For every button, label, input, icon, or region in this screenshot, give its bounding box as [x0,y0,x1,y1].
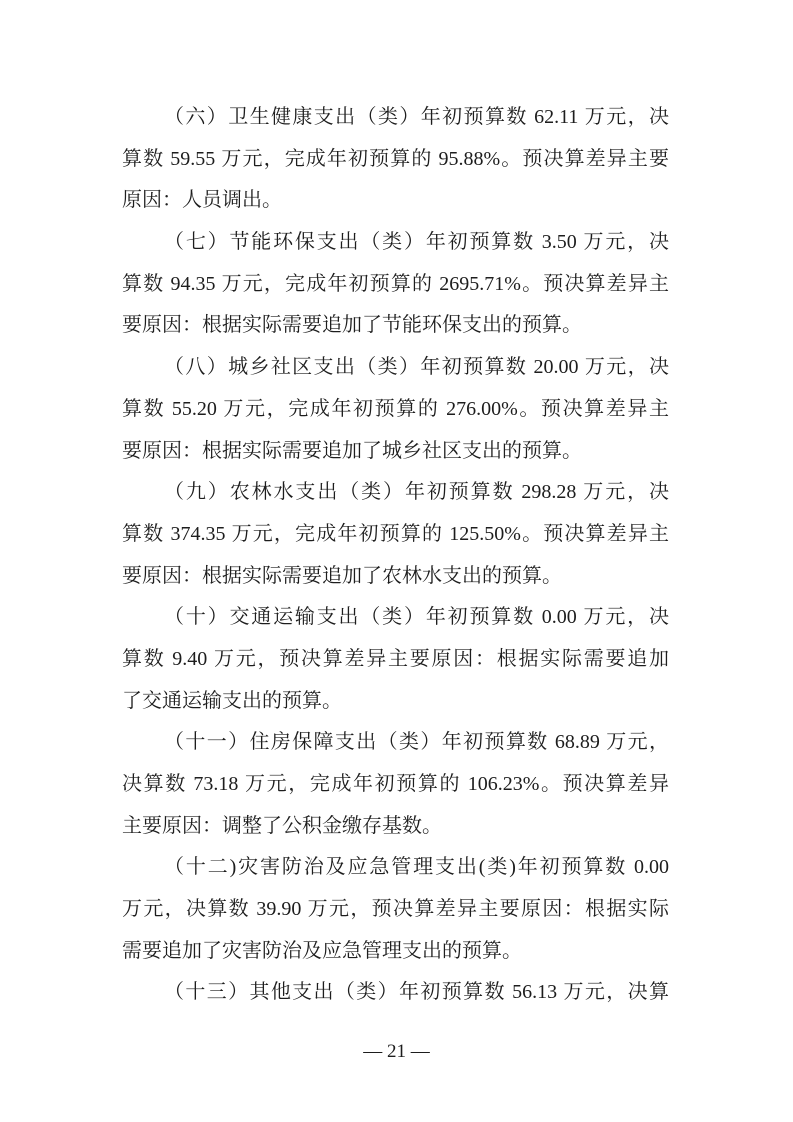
paragraph-housing-security-expenditure [122,722,669,847]
paragraph-other-expenditure [122,972,669,1014]
text-line: 算数 9.40 万元，预决算差异主要原因：根据实际需要追加 [122,647,669,670]
paragraph-disaster-prevention-expenditure [122,847,669,972]
text-line: （八）城乡社区支出（类）年初预算数 20.00 万元，决 [164,356,669,379]
text-line: 万元，决算数 39.90 万元，预决算差异主要原因：根据实际 [122,898,669,921]
text-line: 算数 59.55 万元，完成年初预算的 95.88%。预决算差异主要 [122,147,669,170]
body-text [122,97,669,1014]
text-line: 需要追加了灾害防治及应急管理支出的预算。 [122,939,522,962]
text-line: （十三）其他支出（类）年初预算数 56.13 万元，决算 [164,981,669,1004]
paragraph-energy-conservation-expenditure [122,222,669,347]
text-line: 算数 94.35 万元，完成年初预算的 2695.71%。预决算差异主 [122,272,669,295]
paragraph-agriculture-forestry-water-expenditure [122,472,669,597]
text-line: （十一）住房保障支出（类）年初预算数 68.89 万元， [164,731,669,754]
text-line: 主要原因：调整了公积金缴存基数。 [122,814,442,837]
text-line: （十二)灾害防治及应急管理支出(类)年初预算数 0.00 [164,856,669,879]
text-line: （九）农林水支出（类）年初预算数 298.28 万元，决 [164,481,669,504]
page-number: — 21 — [363,1041,430,1062]
text-line: 算数 55.20 万元，完成年初预算的 276.00%。预决算差异主 [122,397,669,420]
text-line: 原因：人员调出。 [122,189,282,212]
paragraph-transportation-expenditure [122,597,669,722]
text-line: 要原因：根据实际需要追加了农林水支出的预算。 [122,564,562,587]
paragraph-urban-rural-community-expenditure [122,347,669,472]
text-line: 了交通运输支出的预算。 [122,689,342,712]
text-line: 要原因：根据实际需要追加了城乡社区支出的预算。 [122,439,582,462]
paragraph-health-expenditure [122,97,669,222]
text-line: （六）卫生健康支出（类）年初预算数 62.11 万元，决 [164,106,669,128]
text-line: 要原因：根据实际需要追加了节能环保支出的预算。 [122,314,582,337]
text-line: （七）节能环保支出（类）年初预算数 3.50 万元，决 [164,231,669,254]
text-line: 决算数 73.18 万元，完成年初预算的 106.23%。预决算差异 [122,773,669,795]
text-line: 算数 374.35 万元，完成年初预算的 125.50%。预决算差异主 [122,522,669,545]
text-line: （十）交通运输支出（类）年初预算数 0.00 万元，决 [164,606,669,629]
